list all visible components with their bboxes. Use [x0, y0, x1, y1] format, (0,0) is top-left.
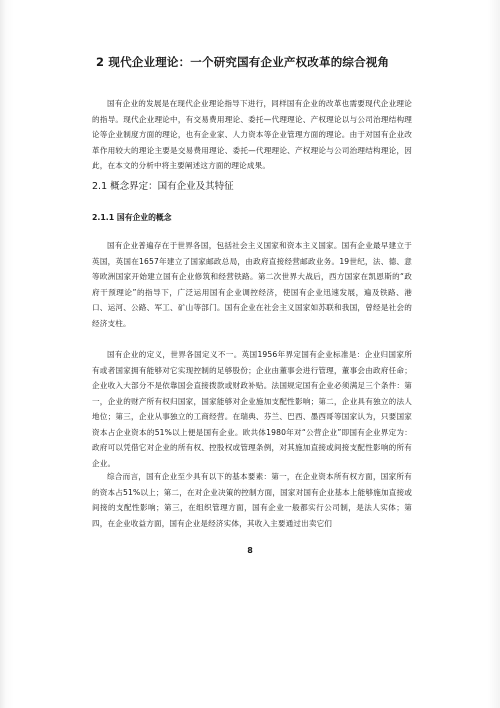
intro-paragraph: 国有企业的发展是在现代企业理论指导下进行，同样国有企业的改革也需要现代企业理论的指导。现代企业理论中，有交易费用理论、委托—代理理论、产权理论以与公司治理结构理论等企业制度方面的理论，也有企业家、人力资本等企业管理方面的理论。由于对国有企业改革作用较大的理论主要是交易费用理论、委托—代理理论、产权理论与公司治理结构理论，因此，在本文的分析中将主要阐述这方面的理论成果。 — [92, 99, 412, 170]
paragraph-elements: 综合而言，国有企业至少具有以下的基本要素：第一，在企业资本所有权方面，国家所有的资本占51%以上；第二，在对企业决策的控制方面，国家对国有企业基本上能够施加直接或间接的支配性影响；第三，在组织管理方面，国有企业一般都实行公司制，是法人实体；第四，在企业收益方面，国有企业是经济实体，其收入主要通过出卖它们 — [92, 472, 412, 528]
paragraph-history: 国有企业普遍存在于世界各国，包括社会主义国家和资本主义国家。国有企业最早建立于英国，英国在1657年建立了国家邮政总局，由政府直接经营邮政业务。19世纪，法、德、意等欧洲国家开始建立国有企业修筑和经营铁路。第二次世界大战后，西方国家在凯恩斯的“政府干预理论”的指导下，广泛运用国有企业调控经济，使国有企业迅速发展，遍及铁路、港口、运河、公路、军工、矿山等部门。国有企业在社会主义国家如苏联和我国，曾经是社会的经济支柱。 — [92, 241, 412, 328]
chapter-title: 2 现代企业理论：一个研究国有企业产权改革的综合视角 — [96, 55, 390, 69]
subsection-title: 2.1.1 国有企业的概念 — [92, 213, 172, 222]
paragraph-definitions: 国有企业的定义，世界各国定义不一。英国1956年界定国有企业标准是：企业归国家所有或者国家拥有能够对它实现控制的足够股份；企业由董事会进行管理，董事会由政府任命；企业收入大部分不是依靠国会直接拨款或财政补贴。法国规定国有企业必须满足三个条件：第一，企业的财产所有权归国家，国家能够对企业施加支配性影响；第二，企业具有独立的法人地位；第三，企业从事独立的工商经营。在瑞典、芬兰、巴西、墨西哥等国家认为，只要国家资本占企业资本的51%以上便是国有企业。欧共体1980年对“公营企业”即国有企业界定为：政府可以凭借它对企业的所有权、控股权或管理条例，对其施加直接或间接支配性影响的所有企业。 — [92, 350, 412, 468]
section-title: 2.1 概念界定：国有企业及其特征 — [92, 181, 234, 192]
page-number: 8 — [247, 546, 253, 555]
